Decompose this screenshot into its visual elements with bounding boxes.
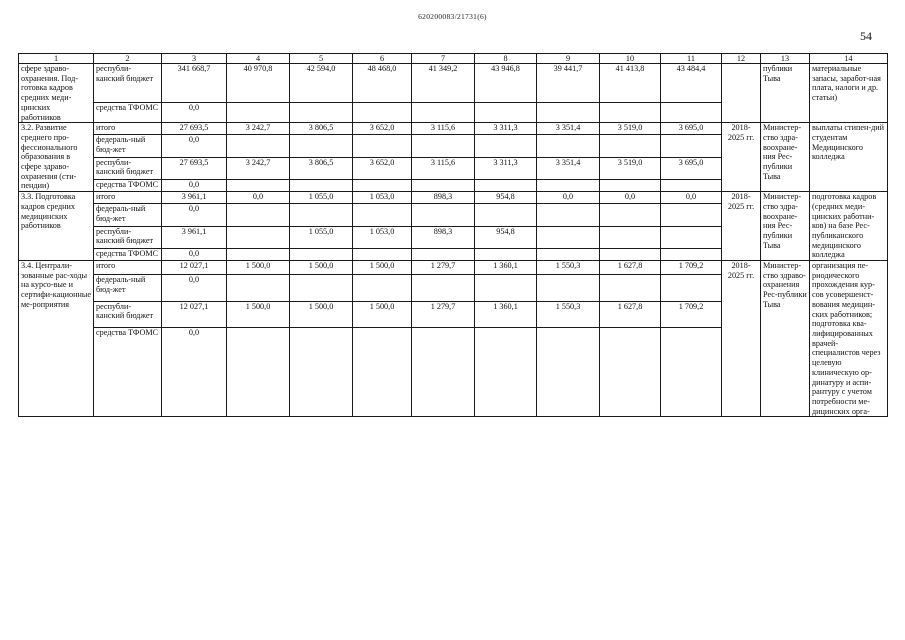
- value-cell: [537, 203, 600, 226]
- value-cell: 3 351,4: [537, 157, 600, 180]
- column-header: 7: [412, 54, 475, 64]
- funding-source-label: республи-канский бюджет: [94, 226, 162, 249]
- value-cell: 3 695,0: [661, 123, 722, 135]
- value-cell: 1 550,3: [537, 261, 600, 275]
- value-cell: 1 500,0: [353, 261, 412, 275]
- value-cell: 0,0: [600, 192, 661, 204]
- value-cell: 1 627,8: [600, 301, 661, 328]
- value-cell: 3 806,5: [290, 157, 353, 180]
- value-cell: [661, 275, 722, 302]
- value-cell: 1 500,0: [227, 301, 290, 328]
- value-cell: 40 970,8: [227, 64, 290, 103]
- value-cell: 3 115,6: [412, 123, 475, 135]
- value-cell: 1 627,8: [600, 261, 661, 275]
- result-cell: организация пе-риодического прохождения кур-сов усовершенст-вования медицин-ских работников; подготовка ква-лифицированных врачей-специалистов через целевую клиническую ор-динатуру и аспи-рантуру с учетом потребности ме-дицинских орга-: [810, 261, 888, 417]
- value-cell: 3 519,0: [600, 157, 661, 180]
- value-cell: 3 806,5: [290, 123, 353, 135]
- value-cell: [475, 203, 537, 226]
- value-cell: [661, 180, 722, 192]
- value-cell: [661, 249, 722, 261]
- value-cell: 3 242,7: [227, 123, 290, 135]
- value-cell: 1 500,0: [290, 261, 353, 275]
- value-cell: 43 484,4: [661, 64, 722, 103]
- column-header: 14: [810, 54, 888, 64]
- value-cell: 3 115,6: [412, 157, 475, 180]
- value-cell: [600, 275, 661, 302]
- column-header: 13: [761, 54, 810, 64]
- value-cell: 43 946,8: [475, 64, 537, 103]
- column-header: 11: [661, 54, 722, 64]
- value-cell: 0,0: [162, 328, 227, 417]
- value-cell: 3 652,0: [353, 123, 412, 135]
- value-cell: 3 961,1: [162, 192, 227, 204]
- column-header: 5: [290, 54, 353, 64]
- value-cell: 1 709,2: [661, 261, 722, 275]
- value-cell: [227, 102, 290, 122]
- value-cell: 0,0: [162, 275, 227, 302]
- period-cell: 2018-2025 гг.: [722, 192, 761, 261]
- section-title: 3.2. Развитие среднего про-фессионального образования в сфере здраво-охранения (сти-пендии): [19, 123, 94, 192]
- value-cell: 0,0: [162, 249, 227, 261]
- table-header-row: [19, 54, 888, 64]
- budget-table: [18, 53, 888, 417]
- value-cell: 41 413,8: [600, 64, 661, 103]
- value-cell: [353, 180, 412, 192]
- value-cell: [227, 226, 290, 249]
- value-cell: 0,0: [162, 135, 227, 158]
- value-cell: 898,3: [412, 192, 475, 204]
- value-cell: [227, 249, 290, 261]
- value-cell: 41 349,2: [412, 64, 475, 103]
- result-cell: подготовка кадров (средних меди-цинских работни-ков) на базе Рес-публиканского медицинского колледжа: [810, 192, 888, 261]
- funding-source-label: итого: [94, 123, 162, 135]
- value-cell: [537, 102, 600, 122]
- value-cell: 1 500,0: [353, 301, 412, 328]
- value-cell: [290, 328, 353, 417]
- value-cell: [412, 275, 475, 302]
- value-cell: [353, 275, 412, 302]
- value-cell: [227, 328, 290, 417]
- value-cell: [600, 328, 661, 417]
- value-cell: [537, 180, 600, 192]
- value-cell: 1 279,7: [412, 261, 475, 275]
- value-cell: 3 695,0: [661, 157, 722, 180]
- column-header: 10: [600, 54, 661, 64]
- value-cell: 3 351,4: [537, 123, 600, 135]
- value-cell: 3 242,7: [227, 157, 290, 180]
- value-cell: [412, 203, 475, 226]
- section-title: 3.3. Подготовка кадров средних медицинских работников: [19, 192, 94, 261]
- funding-source-label: федераль-ный бюд-жет: [94, 135, 162, 158]
- value-cell: 1 709,2: [661, 301, 722, 328]
- result-cell: выплаты стипен-дий студентам Медицинского колледжа: [810, 123, 888, 192]
- executor-cell: публики Тыва: [761, 64, 810, 123]
- funding-source-label: итого: [94, 192, 162, 204]
- value-cell: [475, 275, 537, 302]
- value-cell: [227, 135, 290, 158]
- value-cell: [537, 328, 600, 417]
- value-cell: [661, 203, 722, 226]
- value-cell: [353, 203, 412, 226]
- funding-source-label: федераль-ный бюд-жет: [94, 203, 162, 226]
- funding-source-label: средства ТФОМС: [94, 328, 162, 417]
- value-cell: [661, 135, 722, 158]
- value-cell: [600, 102, 661, 122]
- funding-source-label: федераль-ный бюд-жет: [94, 275, 162, 302]
- value-cell: 1 053,0: [353, 226, 412, 249]
- value-cell: 1 360,1: [475, 261, 537, 275]
- value-cell: 954,8: [475, 192, 537, 204]
- value-cell: [412, 135, 475, 158]
- section-title: 3.4. Централи-зованные рас-ходы на курсо-вые и сертифи-кационные ме-роприятия: [19, 261, 94, 417]
- value-cell: [290, 135, 353, 158]
- column-header: 3: [162, 54, 227, 64]
- funding-source-label: средства ТФОМС: [94, 180, 162, 192]
- value-cell: [290, 275, 353, 302]
- value-cell: [600, 180, 661, 192]
- value-cell: 1 500,0: [290, 301, 353, 328]
- value-cell: [290, 203, 353, 226]
- column-header: 12: [722, 54, 761, 64]
- column-header: 4: [227, 54, 290, 64]
- value-cell: 0,0: [162, 102, 227, 122]
- value-cell: [353, 102, 412, 122]
- value-cell: [475, 180, 537, 192]
- value-cell: 3 311,3: [475, 123, 537, 135]
- value-cell: 1 055,0: [290, 192, 353, 204]
- period-cell: 2018-2025 гг.: [722, 261, 761, 417]
- value-cell: 1 279,7: [412, 301, 475, 328]
- period-cell: [722, 64, 761, 123]
- value-cell: [537, 135, 600, 158]
- value-cell: 27 693,5: [162, 123, 227, 135]
- value-cell: [290, 249, 353, 261]
- value-cell: 954,8: [475, 226, 537, 249]
- value-cell: [537, 275, 600, 302]
- value-cell: 898,3: [412, 226, 475, 249]
- value-cell: [661, 226, 722, 249]
- value-cell: [600, 135, 661, 158]
- value-cell: 3 519,0: [600, 123, 661, 135]
- period-cell: 2018-2025 гг.: [722, 123, 761, 192]
- value-cell: [227, 180, 290, 192]
- result-cell: материальные запасы, заработ-ная плата, налоги и др. статьи): [810, 64, 888, 123]
- value-cell: [475, 249, 537, 261]
- value-cell: 1 500,0: [227, 261, 290, 275]
- value-cell: 0,0: [227, 192, 290, 204]
- value-cell: 1 360,1: [475, 301, 537, 328]
- value-cell: [412, 249, 475, 261]
- value-cell: 42 594,0: [290, 64, 353, 103]
- value-cell: 0,0: [661, 192, 722, 204]
- value-cell: [537, 226, 600, 249]
- value-cell: 48 468,0: [353, 64, 412, 103]
- value-cell: 12 027,1: [162, 301, 227, 328]
- value-cell: [412, 102, 475, 122]
- value-cell: 0,0: [537, 192, 600, 204]
- column-header: 9: [537, 54, 600, 64]
- executor-cell: Министер-ство здра-воохране-ния Рес-публики Тыва: [761, 192, 810, 261]
- value-cell: 1 550,3: [537, 301, 600, 328]
- value-cell: [475, 328, 537, 417]
- funding-source-label: республи-канский бюджет: [94, 301, 162, 328]
- value-cell: [537, 249, 600, 261]
- value-cell: [290, 102, 353, 122]
- value-cell: [353, 328, 412, 417]
- value-cell: 0,0: [162, 180, 227, 192]
- table-row: [19, 64, 888, 103]
- executor-cell: Министер-ство здраво-охранения Рес-публики Тыва: [761, 261, 810, 417]
- value-cell: [661, 102, 722, 122]
- funding-source-label: республи-канский бюджет: [94, 64, 162, 103]
- value-cell: [475, 102, 537, 122]
- value-cell: [290, 180, 353, 192]
- executor-cell: Министер-ство здра-воохране-ния Рес-публики Тыва: [761, 123, 810, 192]
- column-header: 6: [353, 54, 412, 64]
- funding-source-label: средства ТФОМС: [94, 249, 162, 261]
- value-cell: 341 668,7: [162, 64, 227, 103]
- value-cell: [661, 328, 722, 417]
- value-cell: 0,0: [162, 203, 227, 226]
- column-header: 1: [19, 54, 94, 64]
- funding-source-label: республи-канский бюджет: [94, 157, 162, 180]
- value-cell: 3 311,3: [475, 157, 537, 180]
- value-cell: 1 055,0: [290, 226, 353, 249]
- value-cell: [227, 203, 290, 226]
- table-row: [19, 123, 888, 135]
- value-cell: [353, 249, 412, 261]
- value-cell: [600, 249, 661, 261]
- column-header: 2: [94, 54, 162, 64]
- page-number: 54: [860, 29, 872, 43]
- value-cell: 3 961,1: [162, 226, 227, 249]
- value-cell: [353, 135, 412, 158]
- value-cell: [475, 135, 537, 158]
- column-header: 8: [475, 54, 537, 64]
- value-cell: 39 441,7: [537, 64, 600, 103]
- funding-source-label: итого: [94, 261, 162, 275]
- value-cell: [600, 226, 661, 249]
- table-row: [19, 261, 888, 275]
- value-cell: [227, 275, 290, 302]
- value-cell: 27 693,5: [162, 157, 227, 180]
- value-cell: 12 027,1: [162, 261, 227, 275]
- value-cell: [600, 203, 661, 226]
- value-cell: [412, 180, 475, 192]
- table-row: [19, 192, 888, 204]
- value-cell: [412, 328, 475, 417]
- value-cell: 1 053,0: [353, 192, 412, 204]
- section-title: сфере здраво-охранения. Под-готовка кадров средних меди-цинских работников: [19, 64, 94, 123]
- funding-source-label: средства ТФОМС: [94, 102, 162, 122]
- value-cell: 3 652,0: [353, 157, 412, 180]
- document-id: 620200083/21731(6): [418, 12, 487, 21]
